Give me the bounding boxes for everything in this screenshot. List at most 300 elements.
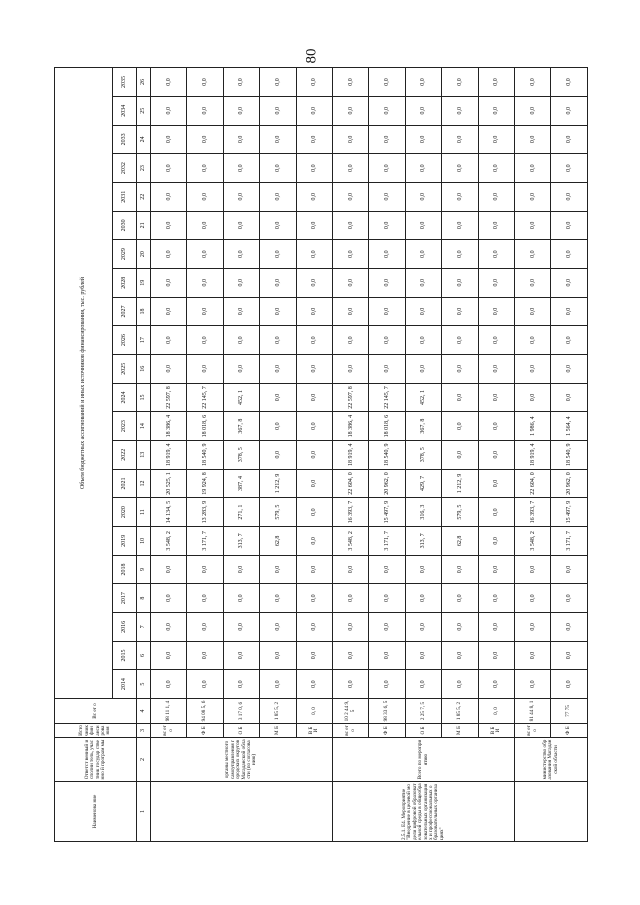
row-value: 0,0	[478, 670, 514, 699]
row-value: 0,0	[551, 154, 587, 183]
row-total: 1 85 5, 2	[442, 699, 478, 724]
column-number: 17	[137, 326, 151, 355]
row-value: 0,0	[369, 96, 405, 125]
row-value: 0,0	[223, 326, 259, 355]
header-year: 2031	[113, 182, 137, 211]
row-value: 62,8	[260, 526, 296, 555]
row-value: 0,0	[187, 326, 223, 355]
row-value: 0,0	[405, 154, 441, 183]
header-year: 2019	[113, 526, 137, 555]
page-number-text: 80	[303, 48, 320, 64]
column-number: 15	[137, 383, 151, 412]
row-value: 14 134, 5	[151, 498, 187, 527]
row-value: 0,0	[296, 125, 332, 154]
row-value: 0,0	[442, 670, 478, 699]
row-value: 0,0	[442, 440, 478, 469]
row-value: 0,0	[296, 383, 332, 412]
row-value: 0,0	[296, 354, 332, 383]
row-value: 0,0	[296, 96, 332, 125]
row-value: 0,0	[223, 612, 259, 641]
row-value: 0,0	[405, 240, 441, 269]
row-value: 0,0	[369, 268, 405, 297]
row-value: 0,0	[151, 641, 187, 670]
row-value: 0,0	[333, 612, 369, 641]
column-number: 18	[137, 297, 151, 326]
row-value: 0,0	[296, 670, 332, 699]
row-value: 0,0	[551, 354, 587, 383]
row-value: 0,0	[478, 555, 514, 584]
row-value: 0,0	[223, 297, 259, 326]
column-number: 2	[137, 738, 151, 782]
row-value: 0,0	[151, 125, 187, 154]
row-value: 0,0	[442, 154, 478, 183]
row-value: 0,0	[333, 96, 369, 125]
row-value: 3 171, 7	[551, 526, 587, 555]
row-value: 0,0	[405, 96, 441, 125]
column-number: 21	[137, 211, 151, 240]
header-year: 2026	[113, 326, 137, 355]
row-value: 0,0	[296, 526, 332, 555]
row-value: 0,0	[187, 240, 223, 269]
row-value: 0,0	[187, 641, 223, 670]
row-value: 0,0	[515, 612, 551, 641]
row-value: 316, 3	[405, 498, 441, 527]
column-number: 24	[137, 125, 151, 154]
row-value: 0,0	[515, 68, 551, 97]
row-value: 20 525, 1	[151, 469, 187, 498]
row-value: 0,0	[551, 383, 587, 412]
row-value: 0,0	[333, 211, 369, 240]
row-value: 3 171, 7	[369, 526, 405, 555]
row-value: 0,0	[333, 154, 369, 183]
row-value: 0,0	[260, 211, 296, 240]
row-value: 0,0	[151, 354, 187, 383]
row-total: 77 75	[551, 699, 587, 724]
header-name: Наименова ние	[55, 782, 137, 842]
row-value: 0,0	[369, 68, 405, 97]
table-row	[442, 68, 478, 842]
row-value: 0,0	[333, 555, 369, 584]
row-value: 0,0	[151, 297, 187, 326]
section-name	[151, 782, 333, 842]
row-value: 18 540, 9	[187, 440, 223, 469]
column-number: 10	[137, 526, 151, 555]
row-value: 0,0	[442, 268, 478, 297]
row-value: 0,0	[333, 584, 369, 613]
row-value: 0,0	[187, 154, 223, 183]
row-value: 0,0	[223, 68, 259, 97]
row-value: 1 212, 9	[442, 469, 478, 498]
row-value: 22 604, 0	[333, 469, 369, 498]
row-value: 18 919, 4	[151, 440, 187, 469]
row-value: 1 986, 4	[515, 412, 551, 441]
row-value: 62,8	[442, 526, 478, 555]
row-value: 0,0	[151, 211, 187, 240]
row-value: 0,0	[333, 125, 369, 154]
header-responsible: Ответст венный исполни тель, участник государ ственно й програм мы	[55, 738, 137, 782]
row-value: 0,0	[405, 297, 441, 326]
row-value: 0,0	[478, 268, 514, 297]
row-value: 0,0	[369, 612, 405, 641]
row-value: 0,0	[151, 240, 187, 269]
table-row	[151, 68, 187, 842]
row-value: 0,0	[260, 412, 296, 441]
row-source: О Б	[223, 724, 259, 738]
row-value: 18 386, 4	[151, 412, 187, 441]
row-value: 0,0	[551, 240, 587, 269]
row-value: 1 564, 4	[551, 412, 587, 441]
row-value: 0,0	[478, 526, 514, 555]
table-row	[515, 68, 551, 842]
row-value: 0,0	[260, 268, 296, 297]
row-value: 3 548, 2	[151, 526, 187, 555]
row-value: 0,0	[551, 268, 587, 297]
row-value: 0,0	[551, 612, 587, 641]
row-value: 0,0	[478, 326, 514, 355]
row-total: 98 11 1, 4	[151, 699, 187, 724]
row-value: 0,0	[223, 584, 259, 613]
row-value: 0,0	[369, 154, 405, 183]
row-value: 367, 8	[223, 412, 259, 441]
row-value: 0,0	[369, 211, 405, 240]
column-number: 8	[137, 584, 151, 613]
row-value: 15 497, 9	[551, 498, 587, 527]
row-value: 0,0	[551, 584, 587, 613]
row-value: 0,0	[333, 326, 369, 355]
row-value: 0,0	[187, 612, 223, 641]
header-year: 2017	[113, 584, 137, 613]
row-value: 0,0	[405, 125, 441, 154]
header-year: 2029	[113, 240, 137, 269]
row-value: 0,0	[260, 297, 296, 326]
row-value: 0,0	[405, 326, 441, 355]
row-value: 0,0	[260, 584, 296, 613]
row-value: 0,0	[333, 240, 369, 269]
row-value: 378, 5	[223, 440, 259, 469]
row-total: 81 44 8, 1	[515, 699, 551, 724]
row-value: 0,0	[442, 641, 478, 670]
row-value: 0,0	[551, 641, 587, 670]
table-row	[551, 68, 587, 842]
row-value: 0,0	[296, 440, 332, 469]
header-total: Вс ег о	[55, 699, 137, 724]
row-value: 3 548, 2	[515, 526, 551, 555]
row-source: Ф Б	[187, 724, 223, 738]
row-value: 0,0	[333, 68, 369, 97]
row-value: 0,0	[296, 182, 332, 211]
row-value: 0,0	[187, 584, 223, 613]
table-row	[405, 68, 441, 842]
row-value: 18 919, 4	[515, 440, 551, 469]
row-value: 22 604, 0	[515, 469, 551, 498]
row-value: 0,0	[223, 670, 259, 699]
column-number: 22	[137, 182, 151, 211]
row-value: 0,0	[260, 440, 296, 469]
row-value: 0,0	[442, 96, 478, 125]
row-value: 0,0	[296, 154, 332, 183]
header-year: 2035	[113, 68, 137, 97]
row-value: 0,0	[187, 297, 223, 326]
row-value: 579, 5	[260, 498, 296, 527]
column-number: 25	[137, 96, 151, 125]
row-value: 0,0	[369, 297, 405, 326]
column-number: 13	[137, 440, 151, 469]
header-year: 2027	[113, 297, 137, 326]
row-value: 0,0	[223, 555, 259, 584]
row-value: 18 018, 6	[369, 412, 405, 441]
row-value: 22 145, 7	[187, 383, 223, 412]
row-value: 0,0	[151, 670, 187, 699]
header-year: 2014	[113, 670, 137, 699]
row-value: 0,0	[187, 354, 223, 383]
header-year: 2015	[113, 641, 137, 670]
row-value: 22 597, 8	[151, 383, 187, 412]
header-year: 2034	[113, 96, 137, 125]
row-value: 0,0	[478, 440, 514, 469]
row-value: 0,0	[187, 68, 223, 97]
header-year: 2018	[113, 555, 137, 584]
row-value: 0,0	[296, 268, 332, 297]
row-value: 0,0	[260, 383, 296, 412]
header-year: 2023	[113, 412, 137, 441]
row-source: вс ег о	[515, 724, 551, 738]
row-value: 3 171, 7	[187, 526, 223, 555]
row-value: 0,0	[515, 555, 551, 584]
column-number: 19	[137, 268, 151, 297]
row-value: 0,0	[515, 240, 551, 269]
row-value: 0,0	[405, 612, 441, 641]
row-value: 18 386, 4	[333, 412, 369, 441]
column-number: 5	[137, 670, 151, 699]
row-value: 0,0	[296, 641, 332, 670]
header-year: 2021	[113, 469, 137, 498]
row-value: 0,0	[260, 125, 296, 154]
row-source: В Б И	[296, 724, 332, 738]
row-source: вс ег о	[151, 724, 187, 738]
column-number: 16	[137, 354, 151, 383]
row-value: 313, 7	[405, 526, 441, 555]
row-value: 0,0	[260, 354, 296, 383]
row-value: 19 924, 8	[187, 469, 223, 498]
row-source: М Б	[260, 724, 296, 738]
row-value: 271, 1	[223, 498, 259, 527]
row-value: 0,0	[515, 584, 551, 613]
row-value: 20 962, 0	[551, 469, 587, 498]
row-value: 0,0	[551, 670, 587, 699]
row-value: 0,0	[515, 154, 551, 183]
row-value: 1 212, 9	[260, 469, 296, 498]
row-value: 0,0	[260, 154, 296, 183]
row-value: 0,0	[333, 268, 369, 297]
row-value: 0,0	[405, 555, 441, 584]
column-number: 6	[137, 641, 151, 670]
header-funding-title: Объем бюджетных ассигнований и иных источников финансирования, тыс. рублей	[55, 68, 113, 699]
row-value: 0,0	[333, 641, 369, 670]
row-total: 3 17 0, 6	[223, 699, 259, 724]
row-value: 0,0	[260, 96, 296, 125]
row-source: вс ег о	[333, 724, 369, 738]
header-year: 2024	[113, 383, 137, 412]
row-value: 0,0	[551, 182, 587, 211]
row-value: 0,0	[296, 612, 332, 641]
header-year: 2016	[113, 612, 137, 641]
row-value: 0,0	[442, 383, 478, 412]
row-value: 0,0	[442, 211, 478, 240]
table-row	[260, 68, 296, 842]
row-value: 0,0	[478, 125, 514, 154]
row-source: О Б	[405, 724, 441, 738]
row-total: 1 85 5, 2	[260, 699, 296, 724]
row-value: 0,0	[478, 383, 514, 412]
header-year: 2028	[113, 268, 137, 297]
column-number: 14	[137, 412, 151, 441]
row-value: 0,0	[187, 670, 223, 699]
row-value: 0,0	[551, 68, 587, 97]
row-value: 0,0	[260, 240, 296, 269]
column-number: 23	[137, 154, 151, 183]
row-value: 0,0	[333, 297, 369, 326]
row-total: 94 08 5, 6	[187, 699, 223, 724]
row-value: 0,0	[442, 584, 478, 613]
row-value: 0,0	[223, 96, 259, 125]
row-value: 0,0	[296, 555, 332, 584]
table-row	[333, 68, 369, 842]
column-number: 12	[137, 469, 151, 498]
row-value: 0,0	[296, 498, 332, 527]
row-value: 0,0	[515, 670, 551, 699]
row-value: 0,0	[478, 584, 514, 613]
row-value: 0,0	[369, 354, 405, 383]
row-value: 0,0	[551, 555, 587, 584]
header-year: 2025	[113, 354, 137, 383]
row-value: 18 018, 6	[187, 412, 223, 441]
row-value: 0,0	[223, 125, 259, 154]
row-value: 0,0	[296, 68, 332, 97]
column-number: 26	[137, 68, 151, 97]
row-value: 16 393, 7	[515, 498, 551, 527]
row-value: 452, 1	[405, 383, 441, 412]
row-value: 0,0	[405, 268, 441, 297]
row-value: 0,0	[296, 297, 332, 326]
row-value: 16 393, 7	[333, 498, 369, 527]
row-value: 0,0	[478, 240, 514, 269]
row-total: 98 33 6, 5	[369, 699, 405, 724]
row-value: 0,0	[151, 268, 187, 297]
column-number: 9	[137, 555, 151, 584]
row-value: 0,0	[223, 154, 259, 183]
row-value: 0,0	[260, 182, 296, 211]
row-value: 0,0	[187, 182, 223, 211]
row-value: 0,0	[551, 326, 587, 355]
row-value: 0,0	[223, 354, 259, 383]
row-value: 0,0	[515, 326, 551, 355]
row-value: 0,0	[369, 182, 405, 211]
row-value: 0,0	[478, 469, 514, 498]
column-number: 11	[137, 498, 151, 527]
row-value: 0,0	[478, 354, 514, 383]
row-value: 0,0	[369, 326, 405, 355]
table-row	[369, 68, 405, 842]
row-value: 0,0	[442, 326, 478, 355]
row-value: 0,0	[405, 68, 441, 97]
row-value: 0,0	[478, 182, 514, 211]
row-value: 0,0	[260, 326, 296, 355]
row-value: 0,0	[405, 211, 441, 240]
column-number: 4	[137, 699, 151, 724]
row-value: 0,0	[187, 96, 223, 125]
header-year: 2022	[113, 440, 137, 469]
row-value: 0,0	[369, 584, 405, 613]
row-value: 0,0	[442, 412, 478, 441]
row-value: 429, 7	[405, 469, 441, 498]
row-value: 0,0	[151, 68, 187, 97]
row-value: 0,0	[515, 211, 551, 240]
row-value: 0,0	[151, 182, 187, 211]
row-value: 0,0	[442, 354, 478, 383]
row-value: 367, 8	[405, 412, 441, 441]
financing-table	[54, 67, 588, 842]
header-year: 2030	[113, 211, 137, 240]
row-value: 0,0	[442, 612, 478, 641]
row-value: 0,0	[296, 469, 332, 498]
row-value: 0,0	[187, 555, 223, 584]
section-responsible: министерство образования Магаданской области	[515, 738, 588, 782]
row-value: 0,0	[442, 240, 478, 269]
row-value: 0,0	[296, 584, 332, 613]
row-value: 0,0	[151, 154, 187, 183]
row-value: 452, 1	[223, 383, 259, 412]
header-funding-source: Источник финансирования	[55, 724, 137, 738]
row-source: Ф Б	[369, 724, 405, 738]
row-value: 0,0	[442, 68, 478, 97]
row-value: 0,0	[151, 584, 187, 613]
header-year: 2032	[113, 154, 137, 183]
row-value: 0,0	[260, 555, 296, 584]
row-value: 0,0	[515, 383, 551, 412]
row-value: 0,0	[333, 670, 369, 699]
row-value: 0,0	[223, 268, 259, 297]
row-value: 378, 5	[405, 440, 441, 469]
row-total: 10 2 44 9, 5	[333, 699, 369, 724]
row-total: 2 25 7, 5	[405, 699, 441, 724]
row-value: 0,0	[405, 584, 441, 613]
row-value: 0,0	[478, 68, 514, 97]
row-value: 0,0	[187, 268, 223, 297]
row-value: 0,0	[405, 354, 441, 383]
row-value: 0,0	[260, 670, 296, 699]
row-value: 0,0	[478, 641, 514, 670]
row-value: 0,0	[515, 641, 551, 670]
row-value: 0,0	[551, 125, 587, 154]
row-value: 0,0	[369, 555, 405, 584]
row-value: 0,0	[478, 412, 514, 441]
column-number: 1	[137, 782, 151, 842]
row-value: 18 919, 4	[333, 440, 369, 469]
row-value: 22 145, 7	[369, 383, 405, 412]
row-value: 0,0	[151, 555, 187, 584]
row-value: 0,0	[515, 96, 551, 125]
row-value: 0,0	[296, 211, 332, 240]
row-value: 0,0	[442, 182, 478, 211]
header-year: 2033	[113, 125, 137, 154]
section-name	[515, 782, 588, 842]
row-value: 0,0	[478, 297, 514, 326]
table-row	[187, 68, 223, 842]
row-value: 0,0	[369, 641, 405, 670]
row-value: 18 540, 9	[369, 440, 405, 469]
column-number: 3	[137, 724, 151, 738]
row-value: 0,0	[260, 68, 296, 97]
